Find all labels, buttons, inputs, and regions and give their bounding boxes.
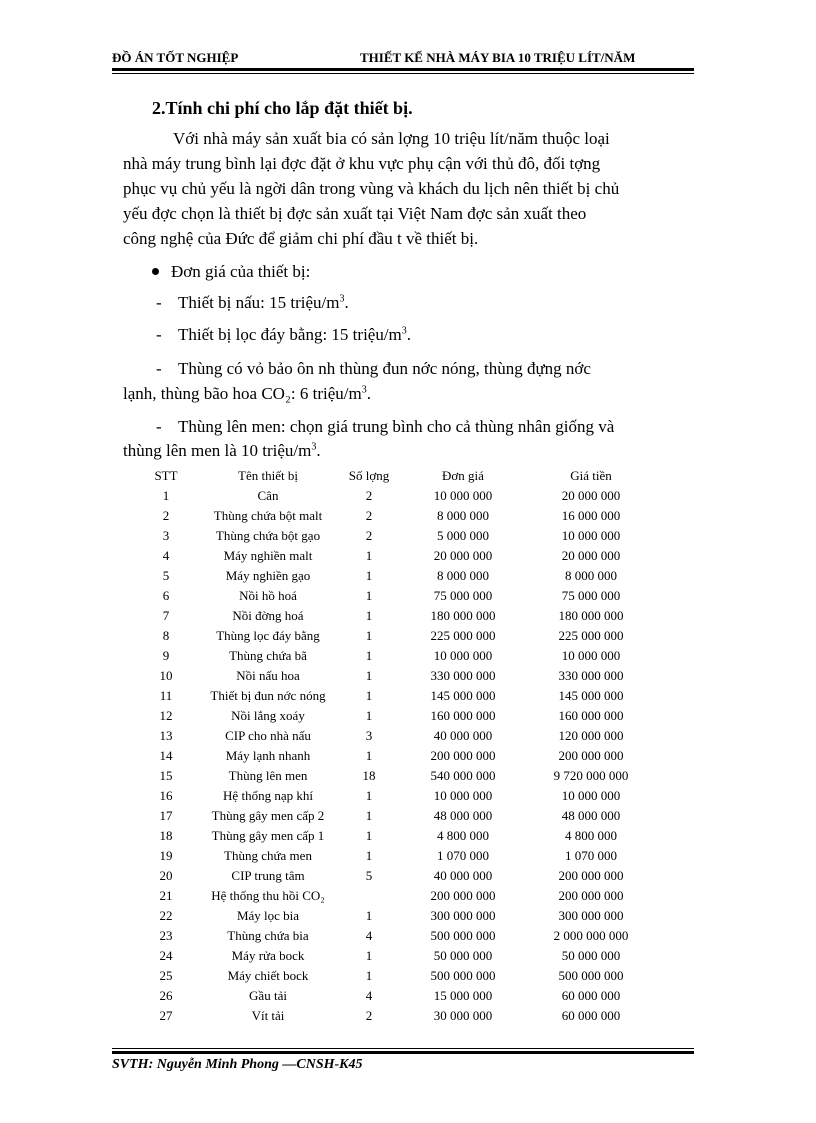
cell-total: 120 000 000: [558, 728, 624, 743]
cell-quantity: 1: [365, 948, 373, 963]
superscript: 3: [361, 384, 367, 396]
cell-name: Thùng gây men cấp 2: [211, 808, 325, 823]
cell-quantity: 1: [365, 908, 373, 923]
cell-name: Máy rửa bock: [231, 948, 305, 963]
equipment-cost-table: [135, 466, 655, 1026]
cell-stt: 9: [162, 648, 170, 663]
table-row: [135, 486, 655, 506]
cell-unit-price: 48 000 000: [433, 808, 493, 823]
cell-name: CIP trung tâm: [231, 868, 305, 883]
dash-item-tanks-cont: lạnh, thùng bão hoa CO₂: 6 triệu/$m^3$.: [123, 384, 371, 403]
table-row: [135, 766, 655, 786]
cell-stt: 22: [159, 908, 173, 923]
cell-unit-price: 540 000 000: [430, 768, 496, 783]
header-right-title: THIẾT KẾ NHÀ MÁY BIA 10 TRIỆU LÍT/NĂM: [360, 50, 636, 65]
cell-total: 60 000 000: [561, 988, 621, 1003]
table-row: [135, 966, 655, 986]
cell-stt: 24: [159, 948, 173, 963]
cell-stt: 25: [159, 968, 173, 983]
cell-stt: 4: [162, 548, 170, 563]
cell-quantity: 2: [365, 508, 373, 523]
cell-quantity: 1: [365, 628, 373, 643]
superscript: 3: [339, 293, 345, 305]
dash-item-tanks: [156, 359, 591, 379]
column-header-name: Tên thiết bị: [238, 468, 298, 483]
page-header: [112, 50, 694, 68]
dash-text: Thùng có vỏ bảo ôn nh thùng đun nớc nóng, thùng đựng nớc: [178, 359, 591, 378]
cell-total: 4 800 000: [565, 828, 617, 843]
cell-unit-price: 300 000 000: [430, 908, 496, 923]
cell-stt: 20: [159, 868, 173, 883]
cell-name: Máy chiết bock: [227, 968, 309, 983]
cell-unit-price: 225 000 000: [430, 628, 496, 643]
table-row: [135, 626, 655, 646]
cell-name: Máy nghiền gạo: [225, 568, 311, 583]
header-left-title: ĐỒ ÁN TỐT NGHIỆP: [112, 50, 239, 65]
cell-unit-price: 500 000 000: [430, 928, 496, 943]
cell-unit-price: 30 000 000: [433, 1008, 493, 1023]
table-row: [135, 706, 655, 726]
cell-stt: 15: [159, 768, 173, 783]
cell-total: 500 000 000: [558, 968, 624, 983]
cell-unit-price: 40 000 000: [433, 868, 493, 883]
table-row: [135, 906, 655, 926]
footer-rule-thin: [112, 1048, 694, 1049]
table-body: [135, 486, 655, 1026]
dash-text: Thiết bị nấu: 15 triệu/m: [178, 293, 340, 312]
cell-name: Máy nghiền malt: [223, 548, 313, 563]
page-footer: SVTH: Nguyễn Minh Phong —CNSH-K45: [112, 1057, 363, 1072]
column-header-stt: STT: [154, 468, 178, 483]
cell-total: 1 070 000: [565, 848, 617, 863]
bullet-icon: [152, 268, 159, 275]
dash-icon: -: [156, 293, 162, 312]
cell-quantity: 4: [365, 988, 373, 1003]
cell-total: 200 000 000: [558, 748, 624, 763]
intro-line: Với nhà máy sản xuất bia có sản lợng 10 triệu lít/năm thuộc loại: [173, 129, 610, 148]
cell-quantity: 18: [362, 768, 376, 783]
table-row: [135, 886, 655, 906]
cell-unit-price: 10 000 000: [433, 648, 493, 663]
table-row: [135, 506, 655, 526]
cell-name: Hệ thống nạp khí: [223, 788, 313, 803]
cell-name: Máy lạnh nhanh: [225, 748, 311, 763]
cell-unit-price: 4 800 000: [437, 828, 489, 843]
section-title: 2.Tính chi phí cho lắp đặt thiết bị.: [152, 98, 413, 118]
intro-line: nhà máy trung bình lại đợc đặt ở khu vực phụ cận với thủ đô, đối tợng: [123, 154, 601, 173]
table-row: [135, 606, 655, 626]
intro-line: công nghệ của Đức để giảm chi phí đầu t về thiết bị.: [123, 229, 479, 248]
cell-stt: 16: [159, 788, 173, 803]
cell-name: Gầu tải: [249, 988, 287, 1003]
cell-quantity: 1: [365, 648, 373, 663]
table-row: [135, 566, 655, 586]
cell-quantity: 1: [365, 968, 373, 983]
column-header-unit-price: Đơn giá: [442, 468, 484, 483]
cell-quantity: 1: [365, 548, 373, 563]
cell-unit-price: 10 000 000: [433, 488, 493, 503]
dash-item-fermentation-cont: thùng lên men là 10 triệu/$m^3$.: [123, 441, 321, 460]
cell-name: Thùng chứa bột malt: [213, 508, 323, 523]
cell-name: Thùng chứa bã: [229, 648, 307, 663]
cell-name: Thùng chứa bột gạo: [215, 528, 321, 543]
cell-total: 2 000 000 000: [553, 928, 629, 943]
dash-icon: -: [156, 359, 162, 378]
cell-total: 225 000 000: [558, 628, 624, 643]
cell-name: Cân: [257, 488, 279, 503]
footer-rule-thick: [112, 1051, 694, 1054]
cell-total: 10 000 000: [561, 528, 621, 543]
cell-unit-price: 145 000 000: [430, 688, 496, 703]
cell-quantity: 2: [365, 1008, 373, 1023]
superscript: 3: [401, 325, 407, 337]
superscript: 3: [311, 441, 317, 453]
table-row: [135, 926, 655, 946]
cell-unit-price: 10 000 000: [433, 788, 493, 803]
dash-icon: -: [156, 417, 162, 436]
cell-unit-price: 160 000 000: [430, 708, 496, 723]
cell-quantity: 1: [365, 568, 373, 583]
cell-stt: 17: [159, 808, 173, 823]
cell-total: 60 000 000: [561, 1008, 621, 1023]
cell-name: Thùng gây men cấp 1: [211, 828, 325, 843]
cell-total: 8 000 000: [565, 568, 617, 583]
cell-total: 200 000 000: [558, 888, 624, 903]
cell-stt: 13: [159, 728, 173, 743]
cell-stt: 10: [159, 668, 173, 683]
table-row: [135, 826, 655, 846]
cell-quantity: 1: [365, 808, 373, 823]
dash-text: Thiết bị lọc đáy bằng: 15 triệu/m: [178, 325, 402, 344]
cell-quantity: 3: [365, 728, 373, 743]
table-row: [135, 986, 655, 1006]
cell-name: Máy lọc bia: [236, 908, 300, 923]
cell-unit-price: 200 000 000: [430, 748, 496, 763]
table-row: [135, 666, 655, 686]
column-header-total: Giá tiền: [570, 468, 612, 483]
cell-stt: 19: [159, 848, 173, 863]
cell-name: Nồi đờng hoá: [232, 608, 304, 623]
cell-quantity: 1: [365, 848, 373, 863]
cell-total: 145 000 000: [558, 688, 624, 703]
cell-quantity: 1: [365, 668, 373, 683]
cell-unit-price: 75 000 000: [433, 588, 493, 603]
cell-quantity: 1: [365, 828, 373, 843]
intro-paragraph: [123, 126, 693, 251]
cell-stt: 18: [159, 828, 173, 843]
table-row: [135, 726, 655, 746]
cell-stt: 2: [162, 508, 170, 523]
bullet-text: Đơn giá của thiết bị:: [171, 262, 311, 281]
intro-line: phục vụ chủ yếu là ngời dân trong vùng và khách du lịch nên thiết bị chủ: [123, 179, 620, 198]
cell-total: 20 000 000: [561, 548, 621, 563]
table-row: [135, 646, 655, 666]
cell-quantity: 5: [365, 868, 373, 883]
cell-name: Thùng chứa men: [224, 848, 312, 863]
cell-unit-price: 50 000 000: [433, 948, 493, 963]
table-header-row: [135, 466, 655, 486]
cell-unit-price: 8 000 000: [437, 568, 489, 583]
cell-quantity: 1: [365, 708, 373, 723]
table-row: [135, 866, 655, 886]
cell-stt: 7: [162, 608, 170, 623]
cell-name: Thùng chứa bia: [227, 928, 309, 943]
bullet-unit-price: [152, 262, 310, 282]
cell-stt: 1: [162, 488, 170, 503]
cell-stt: 11: [159, 688, 173, 703]
cell-unit-price: 8 000 000: [437, 508, 489, 523]
cell-total: 300 000 000: [558, 908, 624, 923]
cell-total: 180 000 000: [558, 608, 624, 623]
cell-total: 10 000 000: [561, 648, 621, 663]
table-row: [135, 846, 655, 866]
table-row: [135, 806, 655, 826]
cell-unit-price: 200 000 000: [430, 888, 496, 903]
cell-quantity: 4: [365, 928, 373, 943]
cell-total: 9 720 000 000: [553, 768, 629, 783]
cell-stt: 3: [162, 528, 170, 543]
cell-name: CIP cho nhà nấu: [225, 728, 311, 743]
table-row: [135, 1006, 655, 1026]
cell-quantity: 1: [365, 608, 373, 623]
cell-name: Vít tải: [251, 1008, 285, 1023]
cell-total: 20 000 000: [561, 488, 621, 503]
cell-total: 16 000 000: [561, 508, 621, 523]
dash-item-filter: - Thiết bị lọc đáy bằng: 15 triệu/$m^3$.: [156, 325, 412, 344]
cell-stt: 5: [162, 568, 170, 583]
cell-unit-price: 330 000 000: [430, 668, 496, 683]
cell-quantity: 1: [365, 588, 373, 603]
cell-total: 75 000 000: [561, 588, 621, 603]
cell-stt: 12: [159, 708, 173, 723]
dash-icon: -: [156, 325, 162, 344]
cell-name: Nồi nấu hoa: [236, 668, 300, 683]
dash-item-cooking: - Thiết bị nấu: 15 triệu/$m^3$.: [156, 293, 349, 312]
cell-total: 200 000 000: [558, 868, 624, 883]
cell-name: Thùng lên men: [228, 768, 308, 783]
cell-stt: 21: [159, 888, 173, 903]
table-row: [135, 746, 655, 766]
table-row: [135, 586, 655, 606]
cell-total: 160 000 000: [558, 708, 624, 723]
cell-quantity: 2: [365, 488, 373, 503]
cell-unit-price: 180 000 000: [430, 608, 496, 623]
dash-item-fermentation: [156, 417, 614, 437]
cell-name: Hệ thống thu hồi CO₂: [211, 888, 325, 903]
cell-quantity: 2: [365, 528, 373, 543]
cell-quantity: 1: [365, 688, 373, 703]
table-row: [135, 686, 655, 706]
column-header-quantity: Số lợng: [348, 468, 390, 483]
cell-quantity: 1: [365, 748, 373, 763]
dash-text: lạnh, thùng bão hoa CO₂: 6 triệu/m: [123, 384, 362, 403]
cell-total: 10 000 000: [561, 788, 621, 803]
cell-unit-price: 5 000 000: [437, 528, 489, 543]
cell-name: Nồi hồ hoá: [239, 588, 297, 603]
table-row: [135, 546, 655, 566]
header-rule-thick: [112, 68, 694, 71]
cell-name: Thùng lọc đáy bằng: [216, 628, 320, 643]
cell-unit-price: 20 000 000: [433, 548, 493, 563]
cell-unit-price: 500 000 000: [430, 968, 496, 983]
table-row: [135, 786, 655, 806]
cell-stt: 14: [159, 748, 173, 763]
cell-unit-price: 40 000 000: [433, 728, 493, 743]
cell-total: 50 000 000: [561, 948, 621, 963]
cell-stt: 6: [162, 588, 170, 603]
table-row: [135, 946, 655, 966]
cell-unit-price: 15 000 000: [433, 988, 493, 1003]
cell-stt: 8: [162, 628, 170, 643]
header-rule-thin: [112, 73, 694, 74]
dash-text: thùng lên men là 10 triệu/m: [123, 441, 312, 460]
cell-stt: 26: [159, 988, 173, 1003]
cell-total: 48 000 000: [561, 808, 621, 823]
cell-total: 330 000 000: [558, 668, 624, 683]
table-row: [135, 526, 655, 546]
intro-line: yếu đợc chọn là thiết bị đợc sản xuất tại Việt Nam đợc sản xuất theo: [123, 204, 587, 223]
cell-name: Nồi lắng xoáy: [231, 708, 305, 723]
cell-quantity: 1: [365, 788, 373, 803]
cell-quantity: [339, 886, 399, 906]
cell-name: Thiết bị đun nớc nóng: [210, 688, 326, 703]
dash-text: Thùng lên men: chọn giá trung bình cho cả thùng nhân giống và: [178, 417, 615, 436]
cell-unit-price: 1 070 000: [437, 848, 489, 863]
cell-stt: 27: [159, 1008, 173, 1023]
cell-stt: 23: [159, 928, 173, 943]
